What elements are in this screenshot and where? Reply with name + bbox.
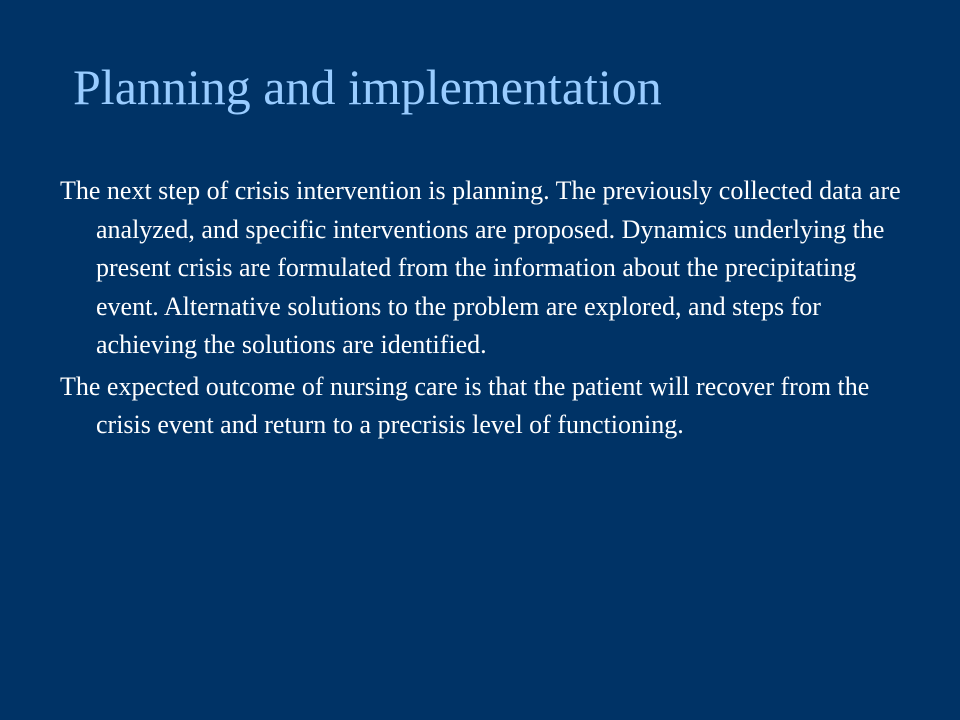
slide-body [60, 172, 920, 448]
body-paragraph-outcome: The expected outcome of nursing care is that the patient will recover from the crisis event and return to a precrisis level of functioning. [60, 371, 870, 439]
body-paragraph-planning: The next step of crisis intervention is planning. The previously collected data are analyzed, and specific interventions are proposed. Dynamics underlying the present crisis are formulated from the information about the precipitating event. Alternative solutions to the problem are explored, and steps for achieving the solutions are identified. [60, 176, 901, 359]
slide-title: Planning and implementation [73, 59, 662, 115]
